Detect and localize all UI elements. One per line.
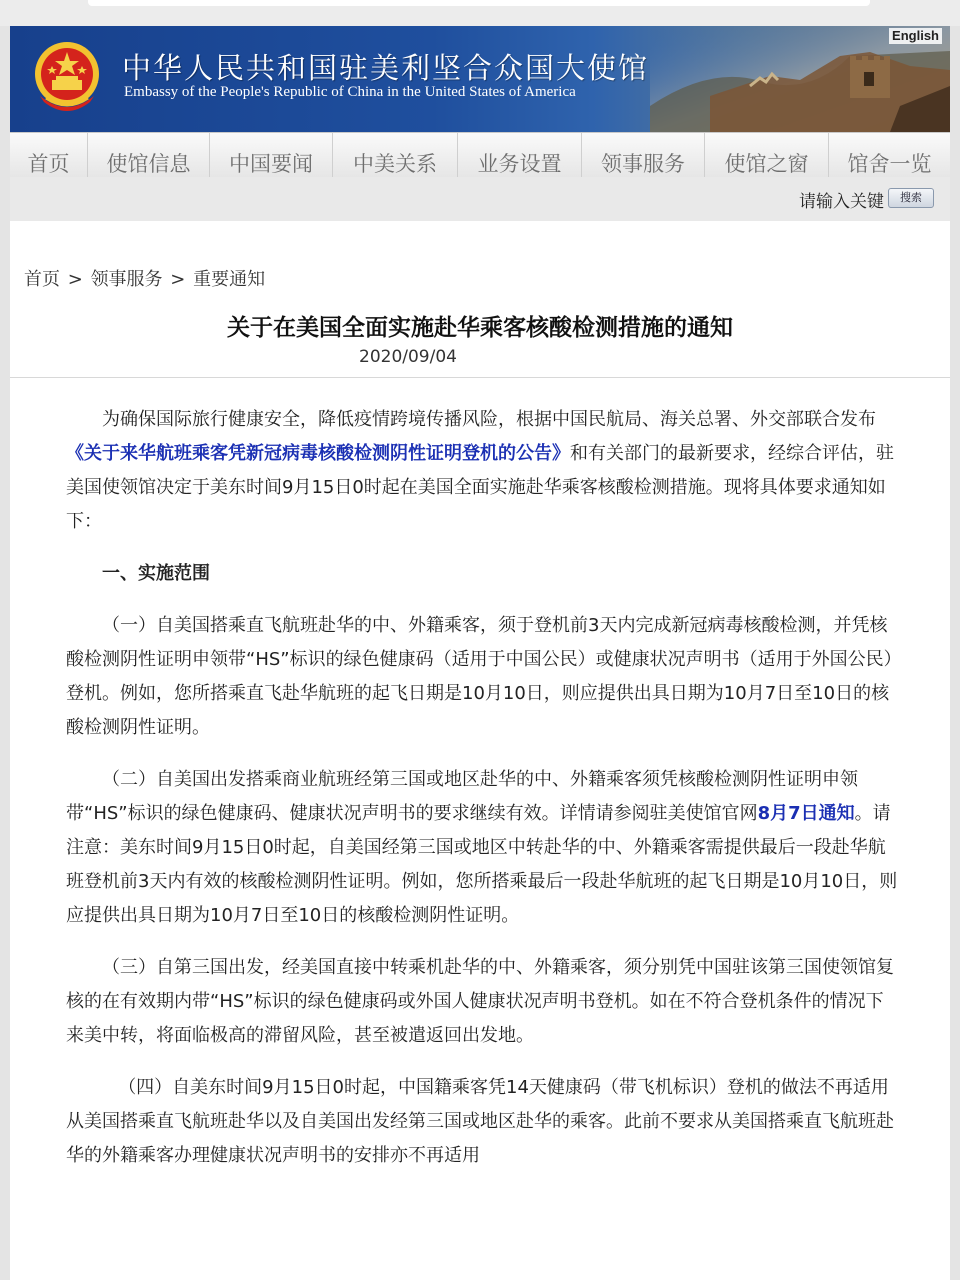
search-bar: [10, 177, 950, 221]
browser-top-strip: [0, 0, 960, 26]
nav-item-china-news[interactable]: 中国要闻: [210, 133, 333, 177]
intro-text-after: 和有关部门的最新要求，经综合评估，驻美国使领馆决定于美东时间9月15日0时起在美国全面实施赴华乘客核酸检测措施。现将具体要求通知如下：: [66, 443, 894, 532]
article-container: [10, 221, 950, 1280]
english-language-link[interactable]: English: [889, 28, 942, 44]
breadcrumb-important-notice[interactable]: 重要通知: [193, 269, 266, 290]
main-navigation: [10, 132, 950, 178]
august-7-notice-link[interactable]: 8月7日通知: [757, 803, 855, 824]
address-bar-edge: [88, 0, 870, 6]
item-2-text-after: 。请注意：美东时间9月15日0时起，自美国经第三国或地区中转赴华的中、外籍乘客需提供最后一段赴华航班登机前3天内有效的核酸检测阴性证明。例如，您所搭乘最后一段赴华航班的起飞日期是10月10日，则应提供出具日期为10月7日至10日的核酸检测阴性证明。: [66, 803, 898, 926]
nav-item-business[interactable]: 业务设置: [458, 133, 582, 177]
nav-item-embassy-info[interactable]: 使馆信息: [88, 133, 210, 177]
announcement-link[interactable]: 《关于来华航班乘客凭新冠病毒核酸检测阴性证明登机的公告》: [66, 443, 570, 464]
intro-paragraph: [66, 403, 900, 539]
breadcrumb-separator: >: [67, 269, 83, 290]
article-date: 2020/09/04: [359, 347, 457, 367]
embassy-title-chinese: 中华人民共和国驻美利坚合众国大使馆: [122, 51, 650, 85]
breadcrumb: [24, 265, 265, 291]
section-heading: 一、实施范围: [102, 563, 210, 584]
search-button[interactable]: 搜索: [888, 188, 934, 208]
nav-item-home[interactable]: 首页: [10, 133, 88, 177]
item-1-paragraph: （一）自美国搭乘直飞航班赴华的中、外籍乘客，须于登机前3天内完成新冠病毒核酸检测，并凭核酸检测阴性证明申领带“HS”标识的绿色健康码（适用于中国公民）或健康状况声明书（适用于外国公民）登机。例如，您所搭乘直飞赴华航班的起飞日期是10月10日，则应提供出具日期为10月7日至10日的核酸检测阴性证明。: [66, 615, 893, 738]
item-3-paragraph: （三）自第三国出发，经美国直接中转乘机赴华的中、外籍乘客，须分别凭中国驻该第三国使领馆复核的在有效期内带“HS”标识的绿色健康码或外国人健康状况声明书登机。如在不符合登机条件的情况下来美中转，将面临极高的滞留风险，甚至被遣返回出发地。: [66, 957, 894, 1046]
title-divider: [10, 377, 950, 378]
search-input[interactable]: 请输入关键: [799, 192, 884, 212]
nav-item-premises[interactable]: 馆舍一览: [847, 152, 932, 176]
national-emblem-icon: [32, 36, 102, 118]
breadcrumb-home[interactable]: 首页: [24, 269, 60, 290]
nav-item-consular-services[interactable]: 领事服务: [582, 133, 705, 177]
article-title: 关于在美国全面实施赴华乘客核酸检测措施的通知: [227, 315, 733, 341]
nav-item-china-us-relations[interactable]: 中美关系: [333, 133, 458, 177]
embassy-title-english: Embassy of the People's Republic of China in the United States of America: [124, 84, 576, 100]
item-2-paragraph: [66, 763, 900, 933]
breadcrumb-separator: >: [170, 269, 186, 290]
breadcrumb-consular-services[interactable]: 领事服务: [90, 269, 163, 290]
nav-item-embassy-window[interactable]: 使馆之窗: [705, 133, 829, 177]
intro-text-before: 为确保国际旅行健康安全，降低疫情跨境传播风险，根据中国民航局、海关总署、外交部联合发布: [102, 409, 876, 430]
site-banner: [10, 26, 950, 132]
item-2-text-before: （二）自美国出发搭乘商业航班经第三国或地区赴华的中、外籍乘客须凭核酸检测阴性证明申领带“HS”标识的绿色健康码、健康状况声明书的要求继续有效。详情请参阅驻美使馆官网: [66, 769, 858, 824]
article-body: [66, 403, 900, 1191]
item-4-paragraph: （四）自美东时间9月15日0时起，中国籍乘客凭14天健康码（带飞机标识）登机的做法不再适用从美国搭乘直飞航班赴华以及自美国出发经第三国或地区赴华的乘客。此前不要求从美国搭乘直飞航班赴华的外籍乘客办理健康状况声明书的安排亦不再适用: [66, 1077, 894, 1166]
